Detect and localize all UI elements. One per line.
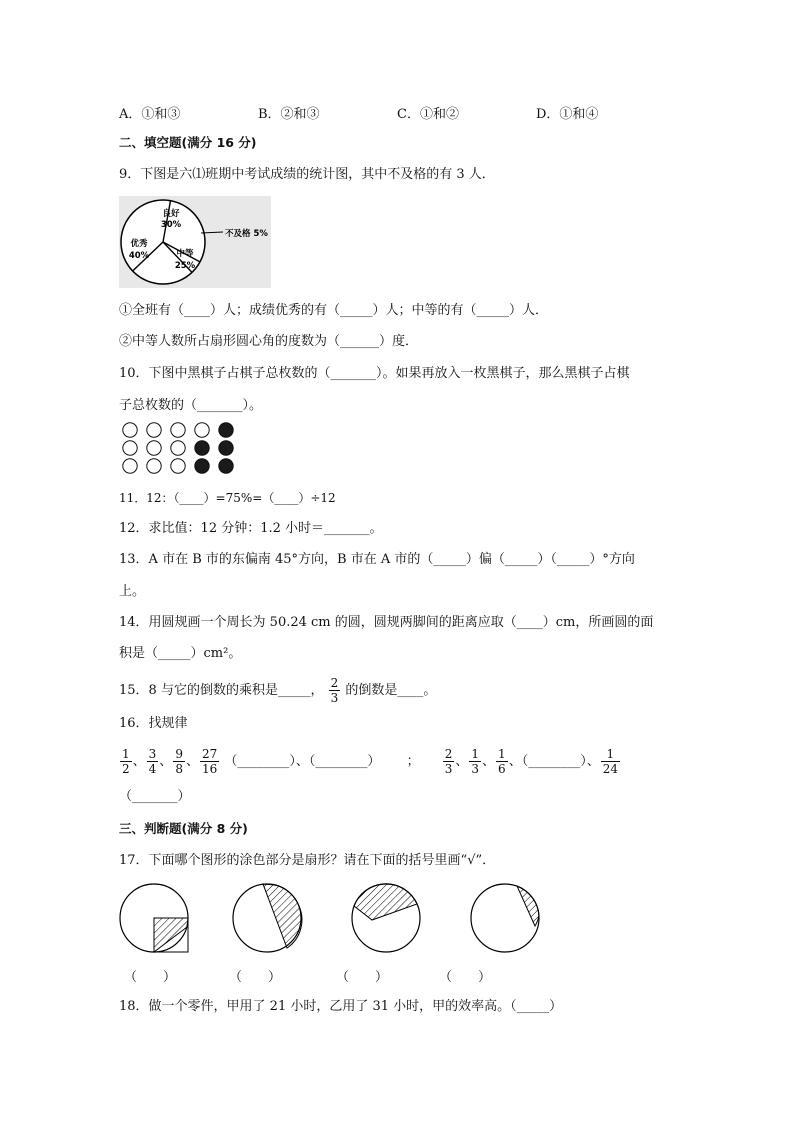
fraction-denominator: 24 [602,762,619,776]
question-18: 18．做一个零件，甲用了 21 小时，乙用了 31 小时，甲的效率高。（_____） [119,999,563,1014]
fraction-denominator: 8 [175,762,183,776]
q17-answer-2: （ ） [229,970,282,985]
separator: 、 [586,754,600,769]
blank: （________） [308,754,381,769]
question-9-stem: 9．下图是六⑴班期中考试成绩的统计图，其中不及格的有 3 人． [119,167,495,182]
fraction-numerator: 3 [148,747,157,761]
pie-label-excellent-pct: 40% [128,251,150,261]
question-12: 12．求比值：12 分钟：1.2 小时＝_______。 [119,521,383,536]
q17-figures [115,880,555,960]
black-piece [195,441,209,455]
fraction-denominator: 3 [330,691,339,705]
pie-label-good: 良好 [162,209,180,219]
seq1-fraction [173,747,185,776]
fraction-numerator: 2 [444,747,453,761]
separator: 、 [455,754,469,769]
question-14-line1: 14．用圆规画一个周长为 50.24 cm 的圆，圆规两脚间的距离应取（____）cm，所画圆的面 [119,615,654,630]
seq1-fraction [120,747,132,776]
pie-label-medium: 中等 [176,249,194,259]
question-15-prefix: 15．8 与它的倒数的乘积是_____， [119,683,324,698]
question-13-line2: 上。 [119,584,146,599]
separator: 、 [159,754,173,769]
white-piece [147,441,161,455]
black-piece [219,441,233,455]
question-9-part2: ②中等人数所占扇形圆心角的度数为（______）度． [119,334,419,349]
black-piece [219,459,233,473]
question-17-stem: 17．下面哪个图形的涂色部分是扇形？请在下面的括号里画“√”． [119,853,496,868]
option-b: B．②和③ [258,107,320,122]
fraction-numerator: 27 [201,747,218,761]
white-piece [123,423,137,437]
fraction-denominator: 2 [122,762,130,776]
seq2-fraction [443,747,455,776]
fraction-numerator: 2 [330,676,339,690]
option-c: C．①和② [397,107,459,122]
blank: （________） [224,754,296,769]
white-piece [171,423,185,437]
fraction-numerator: 1 [122,747,130,761]
figure-4 [471,884,539,952]
semicolon: ； [406,754,420,769]
fraction-two-thirds [329,676,341,705]
question-16-title: 16．找规律 [119,716,188,731]
black-piece [219,423,233,437]
option-d: D．①和④ [536,107,599,122]
fraction-numerator: 1 [471,747,480,761]
pie-label-excellent: 优秀 [130,239,148,249]
seq1-fraction [200,747,219,776]
fraction-denominator: 3 [444,762,453,776]
seq2-last-fraction [601,747,620,776]
option-a: A．①和③ [119,107,181,122]
figure-3 [352,884,420,952]
fraction-denominator: 4 [148,762,157,776]
grade-pie-chart [119,196,271,288]
black-piece [195,459,209,473]
separator: 、 [185,754,199,769]
white-piece [195,423,209,437]
white-piece [171,441,185,455]
white-piece [147,423,161,437]
separator: 、 [482,754,496,769]
q17-answer-1: （ ） [124,970,177,985]
pie-label-fail: 不及格 5% [225,229,268,239]
question-15 [119,676,436,706]
seq2-fraction [496,747,508,776]
white-piece [147,459,161,473]
section-title-true-false: 三、判断题(满分 8 分) [119,821,248,836]
figure-1 [120,884,188,952]
question-10-line1: 10．下图中黑棋子占棋子总枚数的（_______）。如果再放入一枚黑棋子，那么黑棋子占棋 [119,366,630,381]
pie-label-medium-pct: 25% [174,261,196,271]
question-11: 11．12：（____）=75%=（____）÷12 [119,491,336,505]
fraction-numerator: 1 [498,747,506,761]
pie-label-good-pct: 30% [160,220,182,230]
separator: 、 [295,754,309,769]
fraction-numerator: 9 [175,747,183,761]
white-piece [171,459,185,473]
q17-answer-4: （ ） [439,970,492,985]
white-piece [123,441,137,455]
separator: 、 [132,754,146,769]
question-10-line2: 子总枚数的（_______）。 [119,398,263,413]
separator: 、 [508,754,522,769]
chess-pieces-grid [120,421,240,477]
question-15-suffix: 的倒数是____。 [345,683,437,698]
section-title-fill-blank: 二、填空题(满分 16 分) [119,135,257,150]
question-13-line1: 13．A 市在 B 市的东偏南 45°方向，B 市在 A 市的（_____）偏（_____）（_____）°方向 [119,552,635,567]
figure-2 [233,884,302,952]
blank: （________） [521,754,587,769]
seq1-fraction [147,747,159,776]
fraction-denominator: 6 [498,762,506,776]
white-piece [123,459,137,473]
fraction-denominator: 16 [201,762,218,776]
question-16-sequences [119,744,621,780]
fraction-denominator: 3 [471,762,480,776]
q17-answer-3: （ ） [336,970,389,985]
question-9-part1: ①全班有（____）人；成绩优秀的有（_____）人；中等的有（_____）人． [119,303,549,318]
question-14-line2: 积是（_____）cm²。 [119,646,242,661]
question-16-line2: （_______） [119,789,191,804]
fraction-numerator: 1 [601,747,620,762]
seq2-fraction [469,747,481,776]
